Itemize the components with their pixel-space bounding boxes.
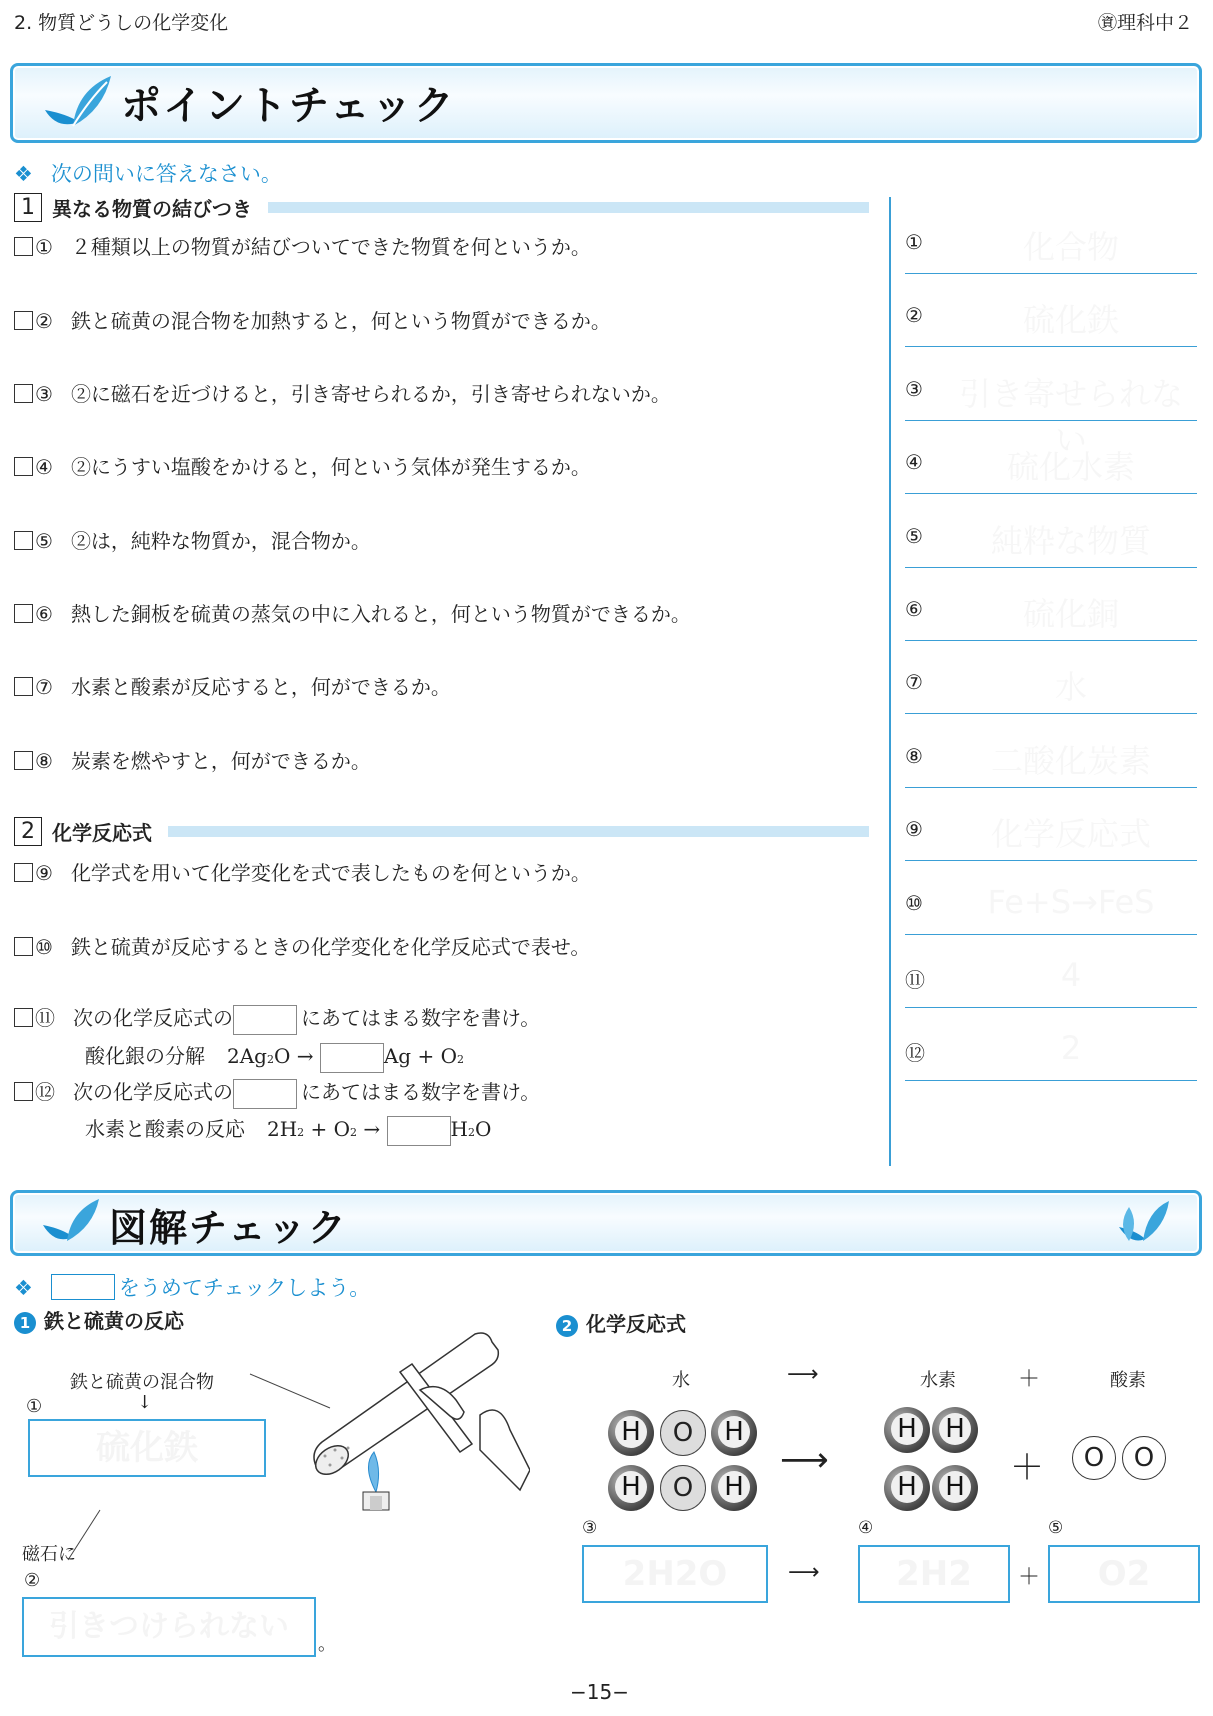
answer-row-5[interactable]: ⑤ 純粋な物質 <box>905 494 1197 568</box>
header-oxygen: 酸素 <box>1110 1370 1146 1391</box>
oxygen-atom: O <box>660 1410 706 1456</box>
question-9: ⑨ 化学式を用いて化学変化を式で表したものを何というか。 <box>14 857 591 886</box>
checkbox[interactable] <box>14 311 33 330</box>
diagram-check-banner <box>10 1190 1202 1256</box>
hydrogen-atom: H <box>884 1465 930 1511</box>
fig1-title: 1 鉄と硫黄の反応 <box>14 1305 184 1334</box>
series-label: ㊮理科中２ <box>1097 12 1193 34</box>
hydrogen-atom: H <box>884 1407 930 1453</box>
question-12: ⑫ 次の化学反応式の にあてはまる数字を書け。 <box>14 1076 540 1109</box>
header-plus: ＋ <box>1018 1367 1041 1392</box>
answer-row-1[interactable]: ① 化合物 <box>905 200 1197 274</box>
hydrogen-atom: H <box>608 1410 654 1456</box>
leaves-icon <box>1109 1197 1179 1249</box>
question-3: ③ ②に磁石を近づけると，引き寄せられるか，引き寄せられないか。 <box>14 378 671 407</box>
equation-arrow: ⟶ <box>788 1560 820 1585</box>
header-hydrogen: 水素 <box>920 1370 956 1391</box>
section-number: 1 <box>14 193 42 222</box>
blank-box[interactable] <box>320 1043 384 1073</box>
checkbox[interactable] <box>14 1008 33 1027</box>
answer-row-8[interactable]: ⑧ 二酸化炭素 <box>905 714 1197 788</box>
question-1: ① ２種類以上の物質が結びついてできた物質を何というか。 <box>14 231 591 260</box>
answer-row-4[interactable]: ④ 硫化水素 <box>905 420 1197 494</box>
answer-row-2[interactable]: ② 硫化鉄 <box>905 273 1197 347</box>
section-heading: 化学反応式 <box>52 821 152 845</box>
answer-row-7[interactable]: ⑦ 水 <box>905 640 1197 714</box>
banner-title: ポイントチェック <box>121 83 456 129</box>
mixture-label: 鉄と硫黄の混合物 <box>70 1372 214 1393</box>
answer-row-9[interactable]: ⑨ 化学反応式 <box>905 787 1197 861</box>
label-1: ① <box>26 1396 43 1417</box>
question-4: ④ ②にうすい塩酸をかけると，何という気体が発生するか。 <box>14 451 591 480</box>
plus-sign: ＋ <box>1010 1448 1044 1488</box>
label-3: ③ <box>582 1518 598 1538</box>
header-water: 水 <box>672 1370 690 1391</box>
question-11: ⑪ 次の化学反応式の にあてはまる数字を書け。 <box>14 1002 540 1035</box>
leaf-icon <box>37 70 117 136</box>
magnet-label: 磁石に <box>22 1544 76 1565</box>
hydrogen-atom: H <box>711 1465 757 1511</box>
test-tube-illustration <box>60 1320 530 1650</box>
instruction-2: ❖ をうめてチェックしよう。 <box>14 1276 371 1300</box>
checkbox[interactable] <box>14 1082 33 1101</box>
checkbox[interactable] <box>14 677 33 696</box>
equation-plus: ＋ <box>1018 1565 1041 1590</box>
period: 。 <box>318 1634 336 1655</box>
question-7: ⑦ 水素と酸素が反応すると，何ができるか。 <box>14 671 451 700</box>
point-check-banner <box>10 63 1202 143</box>
checkbox[interactable] <box>14 457 33 476</box>
question-12-equation: 水素と酸素の反応 2H2 + O2 → H2O <box>85 1113 491 1146</box>
section-1-title <box>14 193 869 222</box>
checkbox[interactable] <box>14 863 33 882</box>
label-5: ⑤ <box>1048 1518 1064 1538</box>
checkbox[interactable] <box>14 751 33 770</box>
answer-row-3[interactable]: ③ 引き寄せられない <box>905 347 1197 421</box>
down-arrow: ↓ <box>137 1392 153 1413</box>
oxygen-atom: O <box>660 1465 706 1511</box>
answer-divider <box>889 197 891 1166</box>
fig2-title: 2 化学反応式 <box>556 1308 686 1337</box>
checkbox[interactable] <box>14 604 33 623</box>
answer-box-4[interactable]: 2H2 <box>858 1545 1010 1603</box>
answer-box-2[interactable]: 引きつけられない <box>22 1597 316 1657</box>
question-5: ⑤ ②は，純粋な物質か，混合物か。 <box>14 525 371 554</box>
answer-row-10[interactable]: ⑩ Fe+S→FeS <box>905 861 1197 935</box>
diamond-icon: ❖ <box>14 162 33 186</box>
hydrogen-atom: H <box>932 1465 978 1511</box>
checkbox[interactable] <box>14 937 33 956</box>
oxygen-atom: O <box>1122 1436 1166 1480</box>
header-arrow: ⟶ <box>787 1362 819 1387</box>
blank-box[interactable] <box>233 1005 297 1035</box>
diamond-icon: ❖ <box>14 1276 33 1300</box>
answer-row-6[interactable]: ⑥ 硫化銅 <box>905 567 1197 641</box>
banner-title: 図解チェック <box>109 1206 348 1250</box>
checkbox[interactable] <box>14 531 33 550</box>
answer-box-5[interactable]: O2 <box>1048 1545 1200 1603</box>
label-2: ② <box>24 1570 41 1591</box>
hydrogen-atom: H <box>608 1465 654 1511</box>
section-bar <box>268 202 869 213</box>
question-8: ⑧ 炭素を燃やすと，何ができるか。 <box>14 745 371 774</box>
sample-box <box>51 1274 115 1300</box>
oxygen-atom: O <box>1072 1436 1116 1480</box>
instruction: ❖ 次の問いに答えなさい。 <box>14 162 282 186</box>
blank-box[interactable] <box>233 1079 297 1109</box>
question-10: ⑩ 鉄と硫黄が反応するときの化学変化を化学反応式で表せ。 <box>14 931 590 960</box>
blank-box[interactable] <box>387 1116 451 1146</box>
answer-row-12[interactable]: ⑫ 2 <box>905 1007 1197 1081</box>
checkbox[interactable] <box>14 384 33 403</box>
section-number: 2 <box>14 817 42 846</box>
hydrogen-atom: H <box>711 1410 757 1456</box>
section-bar <box>168 826 869 837</box>
answer-row-11[interactable]: ⑪ 4 <box>905 934 1197 1008</box>
hydrogen-atom: H <box>932 1407 978 1453</box>
page-number: −15− <box>570 1680 629 1704</box>
chapter-title: 2. 物質どうしの化学変化 <box>14 12 229 34</box>
section-2-title <box>14 817 869 846</box>
question-2: ② 鉄と硫黄の混合物を加熱すると，何という物質ができるか。 <box>14 305 611 334</box>
checkbox[interactable] <box>14 237 33 256</box>
reaction-arrow: ⟶ <box>780 1440 829 1480</box>
answer-box-1[interactable]: 硫化鉄 <box>28 1419 266 1477</box>
section-heading: 異なる物質の結びつき <box>52 197 252 221</box>
leaf-icon <box>37 1195 107 1249</box>
answer-box-3[interactable]: 2H2O <box>582 1545 768 1603</box>
label-4: ④ <box>858 1518 874 1538</box>
question-6: ⑥ 熱した銅板を硫黄の蒸気の中に入れると，何という物質ができるか。 <box>14 598 691 627</box>
question-11-equation: 酸化銀の分解 2Ag2O → Ag + O2 <box>85 1040 464 1073</box>
